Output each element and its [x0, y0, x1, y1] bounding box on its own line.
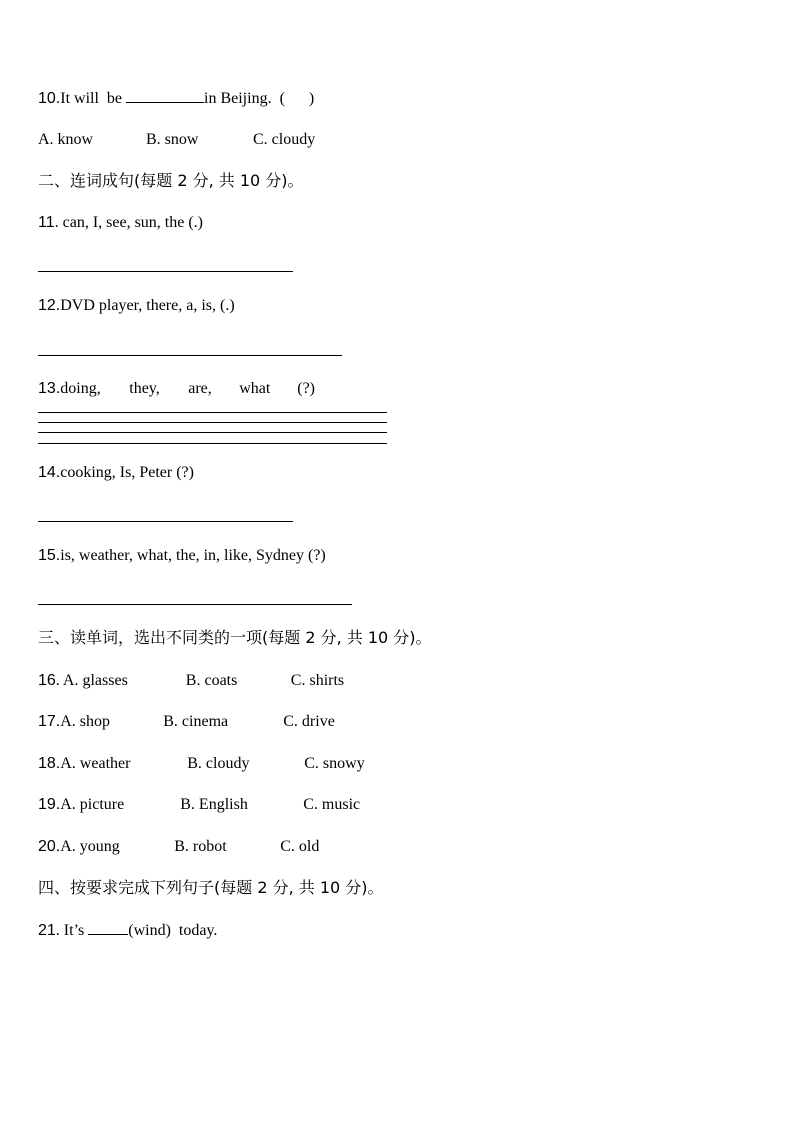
word: they,: [129, 380, 160, 397]
answer-line-15[interactable]: [38, 604, 352, 605]
question-17: [38, 712, 335, 732]
option-a: A. picture: [60, 796, 125, 813]
question-13: [38, 379, 315, 399]
question-20: [38, 837, 319, 857]
option-c: C. music: [303, 796, 361, 813]
option-b: B. cinema: [163, 713, 229, 730]
writing-line-4[interactable]: [38, 443, 387, 444]
answer-line-14[interactable]: [38, 521, 293, 522]
question-number: 17.: [38, 713, 61, 730]
question-number: 16: [38, 672, 56, 689]
option-b: B. robot: [174, 838, 227, 855]
question-11: [38, 213, 203, 233]
option-b: B. snow: [146, 131, 199, 148]
question-text: . It’s: [55, 922, 89, 939]
option-c: C. shirts: [290, 672, 345, 689]
question-text: is, weather, what, the, in, like, Sydney (?): [60, 547, 326, 564]
question-19: [38, 795, 360, 815]
section-2-title: 二、连词成句(每题 2 分, 共 10 分)。: [38, 171, 304, 190]
answer-blank[interactable]: [88, 920, 128, 935]
word: what: [239, 380, 271, 397]
writing-line-2[interactable]: [38, 422, 387, 423]
question-text: . can, I, see, sun, the (.): [54, 214, 203, 231]
option-c: C. drive: [283, 713, 335, 730]
writing-line-3[interactable]: [38, 432, 387, 433]
option-a: . A. glasses: [55, 672, 128, 689]
question-number: 13.: [38, 380, 61, 397]
question-number: 21: [38, 922, 56, 939]
question-number: 20.: [38, 838, 61, 855]
question-text: DVD player, there, a, is, (.): [60, 297, 235, 314]
option-b: B. English: [180, 796, 248, 813]
option-a: A. young: [60, 838, 120, 855]
question-text-end: (wind) today.: [128, 922, 218, 939]
question-text: It will be: [60, 90, 127, 107]
question-12: [38, 296, 235, 316]
option-c: C. old: [280, 838, 320, 855]
question-number: 10.: [38, 90, 61, 107]
option-a: A. know: [38, 131, 94, 148]
word: (?): [297, 380, 316, 397]
question-15: [38, 546, 326, 566]
answer-line-12[interactable]: [38, 355, 342, 356]
word: doing,: [60, 380, 101, 397]
question-10: [38, 88, 314, 109]
section-4-title: 四、按要求完成下列句子(每题 2 分, 共 10 分)。: [38, 878, 384, 897]
answer-blank[interactable]: [126, 88, 204, 103]
question-16: [38, 671, 344, 691]
section-3-title: 三、读单词，选出不同类的一项(每题 2 分, 共 10 分)。: [38, 628, 432, 647]
option-c: C. cloudy: [253, 131, 316, 148]
answer-line-11[interactable]: [38, 271, 293, 272]
question-number: 18.: [38, 755, 61, 772]
question-text: cooking, Is, Peter (?): [60, 464, 194, 481]
question-18: [38, 754, 365, 774]
option-c: C. snowy: [304, 755, 365, 772]
question-number: 15.: [38, 547, 61, 564]
question-number: 12.: [38, 297, 61, 314]
question-21: [38, 920, 217, 941]
question-number: 14.: [38, 464, 61, 481]
option-a: A. weather: [60, 755, 131, 772]
question-number: 11: [38, 214, 55, 231]
word: are,: [188, 380, 212, 397]
question-14: [38, 463, 194, 483]
option-b: B. cloudy: [187, 755, 250, 772]
option-b: B. coats: [185, 672, 238, 689]
writing-line-1[interactable]: [38, 412, 387, 413]
option-a: A. shop: [60, 713, 111, 730]
question-number: 19.: [38, 796, 61, 813]
question-10-options: [38, 130, 315, 150]
question-text-end: in Beijing. ( ): [204, 90, 315, 107]
